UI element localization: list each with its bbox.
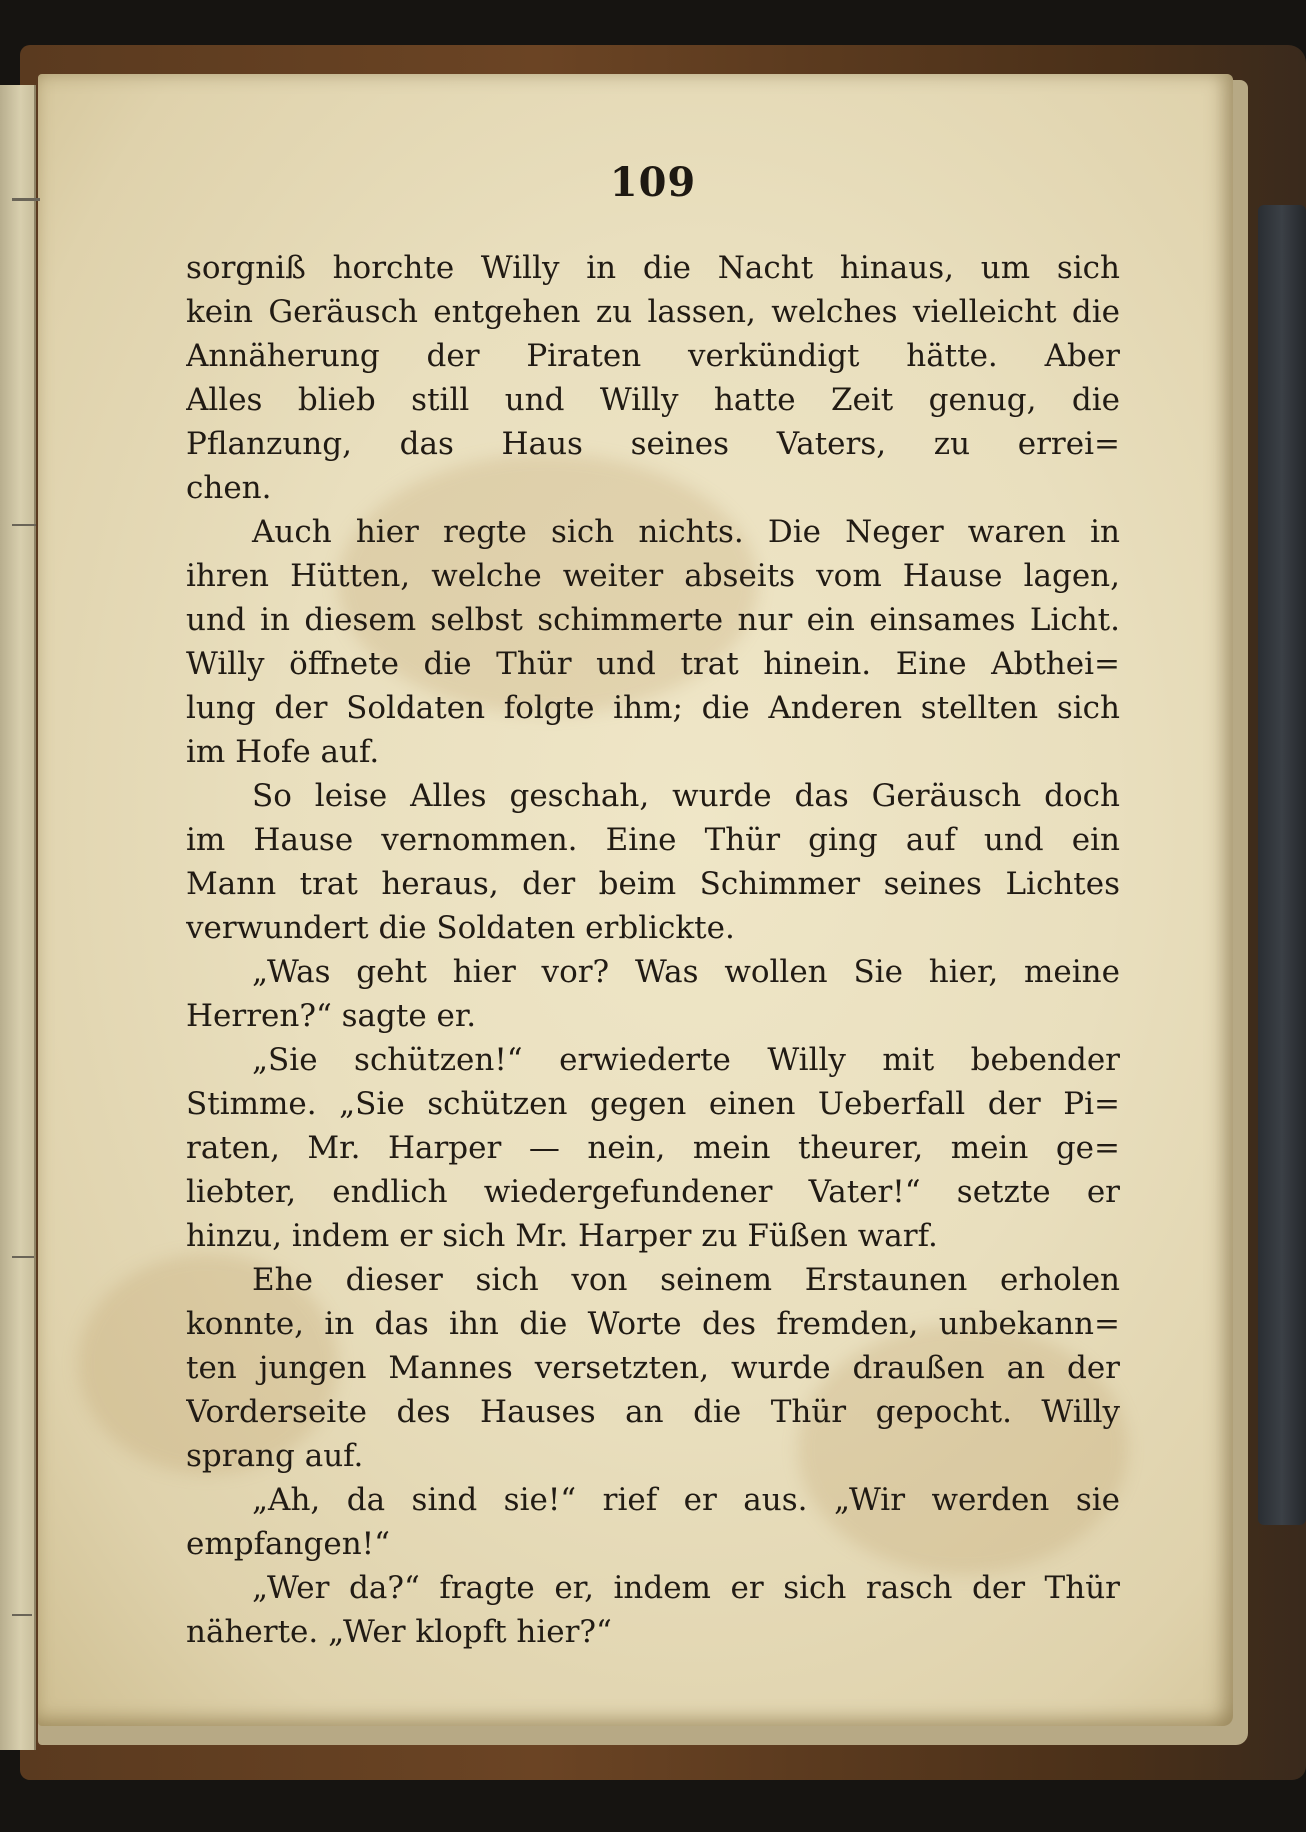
text-line: sprang auf. xyxy=(186,1438,364,1474)
page-number: 109 xyxy=(609,159,697,206)
text-line: konnte, in das ihn die Worte des fremden, unbekann= xyxy=(186,1306,1120,1342)
text-line: Pflanzung, das Haus seines Vaters, zu errei= xyxy=(186,426,1120,462)
text-line: „Sie schützen!“ erwiederte Willy mit bebender xyxy=(252,1042,1120,1078)
text-line: So leise Alles geschah, wurde das Geräusch doch xyxy=(252,778,1120,814)
text-line: „Was geht hier vor? Was wollen Sie hier, meine xyxy=(252,954,1120,990)
text-line: sorgniß horchte Willy in die Nacht hinaus, um sich xyxy=(186,250,1120,286)
text-line: Vorderseite des Hauses an die Thür gepocht. Willy xyxy=(186,1394,1120,1430)
margin-mark xyxy=(12,524,36,526)
margin-mark xyxy=(12,1614,32,1616)
previous-page-edge xyxy=(0,85,36,1750)
text-line: „Ah, da sind sie!“ rief er aus. „Wir werden sie xyxy=(252,1482,1120,1518)
text-line: und in diesem selbst schimmerte nur ein einsames Licht. xyxy=(186,602,1120,638)
margin-mark xyxy=(12,1256,34,1258)
text-line: im Hofe auf. xyxy=(186,734,380,770)
text-line: Ehe dieser sich von seinem Erstaunen erholen xyxy=(252,1262,1120,1298)
text-line: empfangen!“ xyxy=(186,1526,390,1562)
text-line: liebter, endlich wiedergefundener Vater!“ setzte er xyxy=(186,1174,1120,1210)
text-line: Herren?“ sagte er. xyxy=(186,998,477,1034)
text-line: Mann trat heraus, der beim Schimmer seines Lichtes xyxy=(186,866,1120,902)
text-line: „Wer da?“ fragte er, indem er sich rasch der Thür xyxy=(252,1570,1120,1606)
text-line: Auch hier regte sich nichts. Die Neger waren in xyxy=(252,514,1120,550)
text-line: Stimme. „Sie schützen gegen einen Ueberfall der Pi= xyxy=(186,1086,1120,1122)
text-line: verwundert die Soldaten erblickte. xyxy=(186,910,735,946)
page-body-text xyxy=(186,246,1120,1654)
text-line: Annäherung der Piraten verkündigt hätte. Aber xyxy=(186,338,1120,374)
text-line: näherte. „Wer klopft hier?“ xyxy=(186,1614,612,1650)
text-line: chen. xyxy=(186,470,272,506)
text-line: lung der Soldaten folgte ihm; die Anderen stellten sich xyxy=(186,690,1120,726)
text-line: im Hause vernommen. Eine Thür ging auf und ein xyxy=(186,822,1120,858)
text-line: ihren Hütten, welche weiter abseits vom Hause lagen, xyxy=(186,558,1120,594)
cover-spine-edge xyxy=(1258,205,1306,1525)
text-line: hinzu, indem er sich Mr. Harper zu Füßen warf. xyxy=(186,1218,938,1254)
text-line: kein Geräusch entgehen zu lassen, welches vielleicht die xyxy=(186,294,1120,330)
text-line: ten jungen Mannes versetzten, wurde draußen an der xyxy=(186,1350,1120,1386)
text-line: Alles blieb still und Willy hatte Zeit genug, die xyxy=(186,382,1120,418)
text-line: raten, Mr. Harper — nein, mein theurer, mein ge= xyxy=(186,1130,1120,1166)
text-line: Willy öffnete die Thür und trat hinein. Eine Abthei= xyxy=(186,646,1120,682)
